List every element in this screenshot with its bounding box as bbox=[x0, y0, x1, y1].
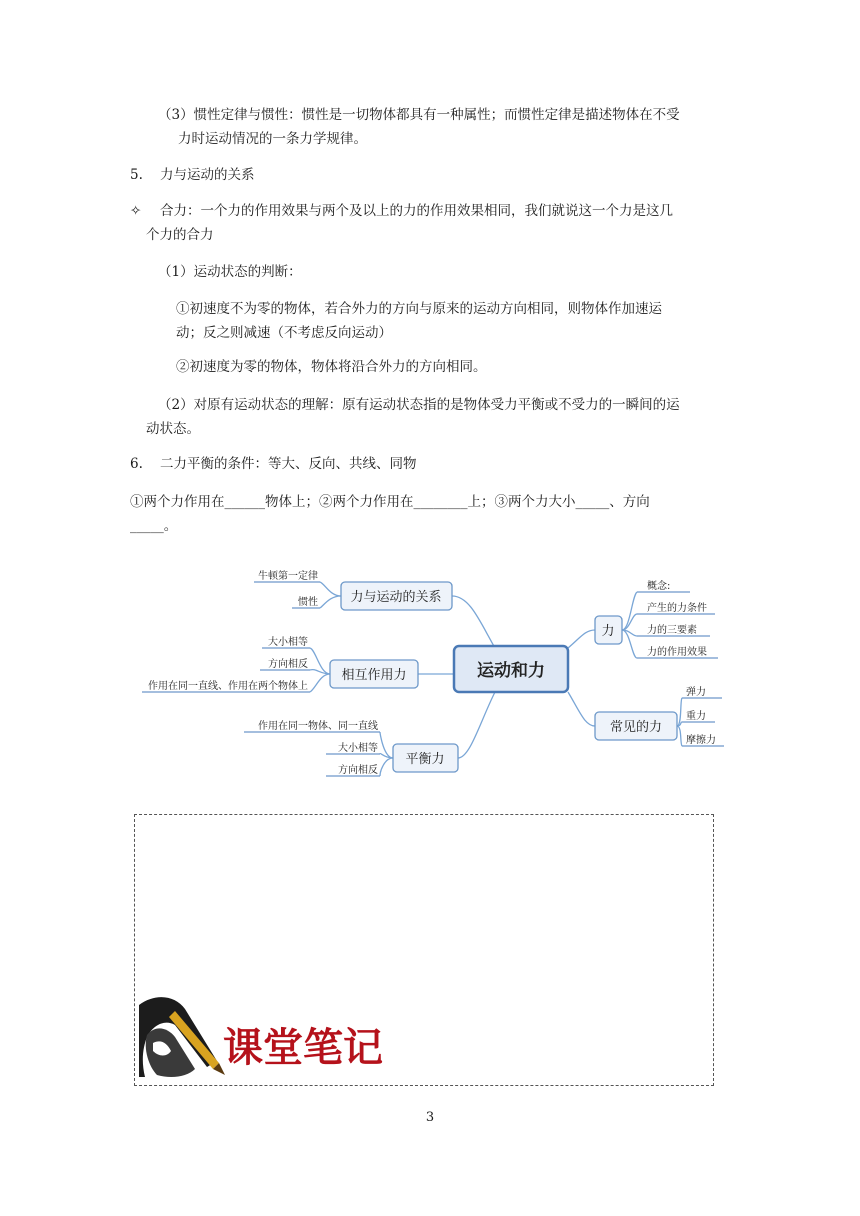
pen-bird-icon bbox=[139, 997, 225, 1077]
inertia-law-line-1: （3）惯性定律与惯性：惯性是一切物体都具有一种属性；而惯性定律是描述物体在不受 bbox=[158, 107, 680, 123]
resultant-force-line-1: 合力：一个力的作用效果与两个及以上的力的作用效果相同，我们就说这一个力是这几 bbox=[160, 203, 673, 219]
leaf-interaction-line: 作用在同一直线、作用在两个物体上 bbox=[148, 681, 308, 692]
class-notes-logo bbox=[135, 991, 425, 1085]
page-number: 3 bbox=[425, 1110, 435, 1125]
leaf-force-conditions: 产生的力条件 bbox=[647, 603, 707, 614]
leaf-balance-same: 作用在同一物体、同一直线 bbox=[258, 721, 378, 732]
leaf-elastic-force: 弹力 bbox=[686, 687, 706, 698]
bullet-icon: ✧ bbox=[130, 203, 142, 219]
leaf-force-concept: 概念: bbox=[647, 581, 671, 592]
leaf-force-three-elements: 力的三要素 bbox=[647, 625, 697, 636]
inertia-law-line-2: 力时运动情况的一条力学规律。 bbox=[178, 131, 367, 147]
notes-box bbox=[134, 814, 714, 1086]
understanding-line-1: （2）对原有运动状态的理解：原有运动状态指的是物体受力平衡或不受力的一瞬间的运 bbox=[158, 397, 680, 413]
mind-map bbox=[140, 552, 740, 784]
leaf-newton-first-law: 牛顿第一定律 bbox=[258, 571, 318, 582]
section-6-title: 二力平衡的条件：等大、反向、共线、同物 bbox=[160, 456, 417, 472]
section-6-number: 6. bbox=[130, 456, 143, 472]
branch-force-label: 力 bbox=[601, 624, 615, 639]
leaf-interaction-equal: 大小相等 bbox=[268, 637, 308, 648]
branch-common-label: 常见的力 bbox=[609, 720, 663, 735]
section-5-title: 力与运动的关系 bbox=[160, 167, 255, 183]
center-node-label: 运动和力 bbox=[477, 661, 545, 681]
judgement-1-line-1: ①初速度不为零的物体，若合外力的方向与原来的运动方向相同，则物体作加速运 bbox=[176, 301, 662, 317]
leaf-gravity: 重力 bbox=[686, 711, 706, 722]
motion-judgement-title: （1）运动状态的判断： bbox=[158, 264, 302, 280]
branch-relation-label: 力与运动的关系 bbox=[350, 590, 442, 605]
leaf-friction: 摩擦力 bbox=[686, 735, 716, 746]
leaf-interaction-opposite: 方向相反 bbox=[268, 659, 308, 670]
leaf-balance-opposite: 方向相反 bbox=[338, 765, 378, 776]
judgement-1-line-2: 动；反之则减速（不考虑反向运动） bbox=[176, 325, 392, 341]
branch-interaction-label: 相互作用力 bbox=[341, 668, 407, 683]
class-notes-title: 课堂笔记 bbox=[223, 1024, 383, 1071]
leaf-force-effects: 力的作用效果 bbox=[647, 647, 707, 658]
resultant-force-line-2: 个力的合力 bbox=[146, 227, 214, 243]
leaf-inertia: 惯性 bbox=[298, 597, 318, 608]
judgement-2: ②初速度为零的物体，物体将沿合外力的方向相同。 bbox=[176, 359, 487, 375]
section-5-number: 5. bbox=[130, 167, 143, 183]
fill-blank-line-1: ①两个力作用在______物体上；②两个力作用在________上；③两个力大小_____、方向 bbox=[130, 494, 650, 510]
understanding-line-2: 动状态。 bbox=[146, 421, 200, 437]
branch-balance-label: 平衡力 bbox=[405, 752, 445, 767]
fill-blank-line-2: _____。 bbox=[130, 518, 178, 534]
leaf-balance-equal: 大小相等 bbox=[338, 743, 378, 754]
